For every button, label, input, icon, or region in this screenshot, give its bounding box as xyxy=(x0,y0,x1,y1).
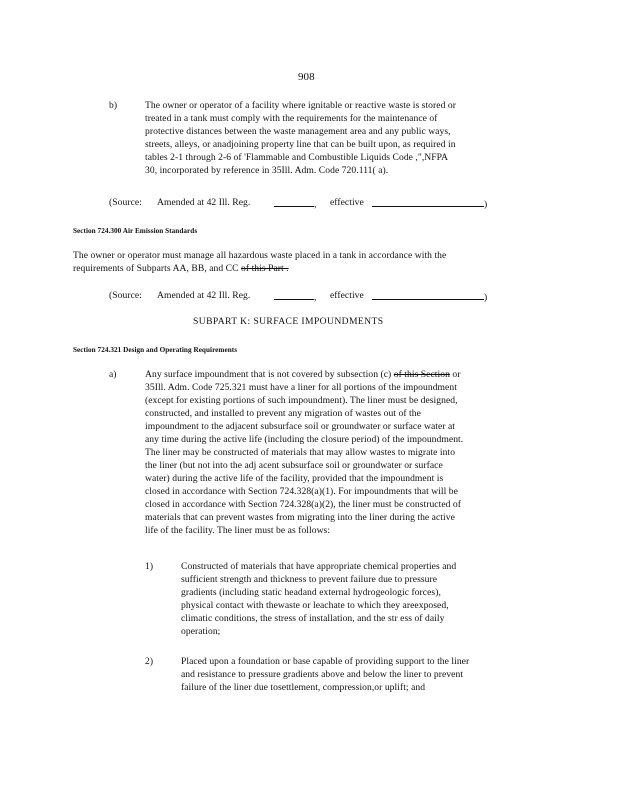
source-amended: Amended at 42 Ill. Reg. xyxy=(157,197,251,208)
paragraph-label: b) xyxy=(109,100,118,111)
paragraph-line: 35Ill. Adm. Code 725.321 must have a liner for all portions of the impoundment xyxy=(145,382,457,393)
paragraph-line: tables 2-1 through 2-6 of 'Flammable and Combustible Liquids Code ,",NFPA xyxy=(145,152,449,163)
blank xyxy=(372,290,484,300)
source-close: ) xyxy=(484,199,488,210)
struck-text: of this Part . xyxy=(241,263,289,274)
paragraph-line: protective distances between the waste management area and any public ways, xyxy=(145,126,451,137)
paragraph-line xyxy=(73,263,289,275)
paragraph-line: (except for existing portions of such impoundment). The liner must be designed, xyxy=(145,395,458,406)
source-prefix: (Source: xyxy=(109,197,142,208)
list-item-line: Constructed of materials that have appropriate chemical properties and xyxy=(181,561,457,572)
blank-line-reg xyxy=(274,290,316,304)
paragraph-line: closed in accordance with Section 724.328(a)(1). For impoundments that will be xyxy=(145,486,458,497)
paragraph-line: materials that can prevent wastes from migrating into the liner during the active xyxy=(145,512,455,523)
paragraph-line: the liner (but not into the adj acent subsurface soil or groundwater or surface xyxy=(145,460,443,471)
paragraph-line: constructed, and installed to prevent any migration of wastes out of the xyxy=(145,408,421,419)
paragraph-line: treated in a tank must comply with the requirements for the maintenance of xyxy=(145,113,438,124)
blank-line-effective xyxy=(372,197,487,211)
section-heading: Section 724.321 Design and Operating Requirements xyxy=(73,346,238,354)
source-amended: Amended at 42 Ill. Reg. xyxy=(157,290,251,301)
blank xyxy=(274,290,314,300)
paragraph-line: any time during the active life (including the closure period) of the impoundment. xyxy=(145,434,464,445)
list-item-line: sufficient strength and thickness to prevent failure due to pressure xyxy=(181,574,438,585)
blank-line-reg xyxy=(274,197,316,211)
paragraph-line: 30, incorporated by reference in 35Ill. Adm. Code 720.111( a). xyxy=(145,165,389,176)
list-item-line: and resistance to pressure gradients above and below the liner to prevent xyxy=(181,669,464,680)
source-comma: , xyxy=(314,292,317,303)
paragraph-text: Any surface impoundment that is not covered by subsection (c) xyxy=(145,369,392,380)
paragraph-line xyxy=(145,369,460,381)
source-close: ) xyxy=(484,292,488,303)
list-item-line: physical contact with thewaste or leachate to which they areexposed, xyxy=(181,600,449,611)
list-item-label: 2) xyxy=(145,656,154,667)
paragraph-line: life of the facility. The liner must be as follows: xyxy=(145,525,331,536)
list-item-line: climatic conditions, the stress of installation, and the str ess of daily xyxy=(181,613,445,624)
paragraph-line: closed in accordance with Section 724.328(a)(2), the liner must be constructed of xyxy=(145,499,462,510)
paragraph-line: streets, alleys, or anadjoining property line that can be built upon, as required in xyxy=(145,139,456,150)
paragraph-line: impoundment to the adjacent subsurface soil or groundwater or surface water at xyxy=(145,421,455,432)
list-item-line: Placed upon a foundation or base capable of providing support to the liner xyxy=(181,656,470,667)
section-heading: Section 724.300 Air Emission Standards xyxy=(73,227,198,235)
paragraph-line: The owner or operator of a facility where ignitable or reactive waste is stored or xyxy=(145,100,456,111)
paragraph-line: water) during the active life of the facility, provided that the impoundment is xyxy=(145,473,444,484)
paragraph-line: The liner may be constructed of materials that may allow wastes to migrate into xyxy=(145,447,456,458)
list-item-label: 1) xyxy=(145,561,154,572)
page-number: 908 xyxy=(298,71,315,83)
paragraph-text: or xyxy=(452,369,461,380)
paragraph-line: The owner or operator must manage all hazardous waste placed in a tank in accordance with the xyxy=(73,250,447,261)
blank xyxy=(372,197,484,207)
blank xyxy=(274,197,314,207)
source-effective: effective xyxy=(330,290,364,301)
source-prefix: (Source: xyxy=(109,290,142,301)
source-comma: , xyxy=(314,199,317,210)
list-item-line: gradients (including static headand external hydrogeologic forces), xyxy=(181,587,441,598)
list-item-line: operation; xyxy=(181,626,221,637)
list-item-line: failure of the liner due tosettlement, compression,or uplift; and xyxy=(181,682,426,693)
subpart-heading: SUBPART K: SURFACE IMPOUNDMENTS xyxy=(193,316,384,327)
paragraph-label: a) xyxy=(109,369,117,380)
source-effective: effective xyxy=(330,197,364,208)
paragraph-text: requirements of Subparts AA, BB, and CC xyxy=(73,263,239,274)
blank-line-effective xyxy=(372,290,487,304)
struck-text: of this Section xyxy=(393,369,450,380)
